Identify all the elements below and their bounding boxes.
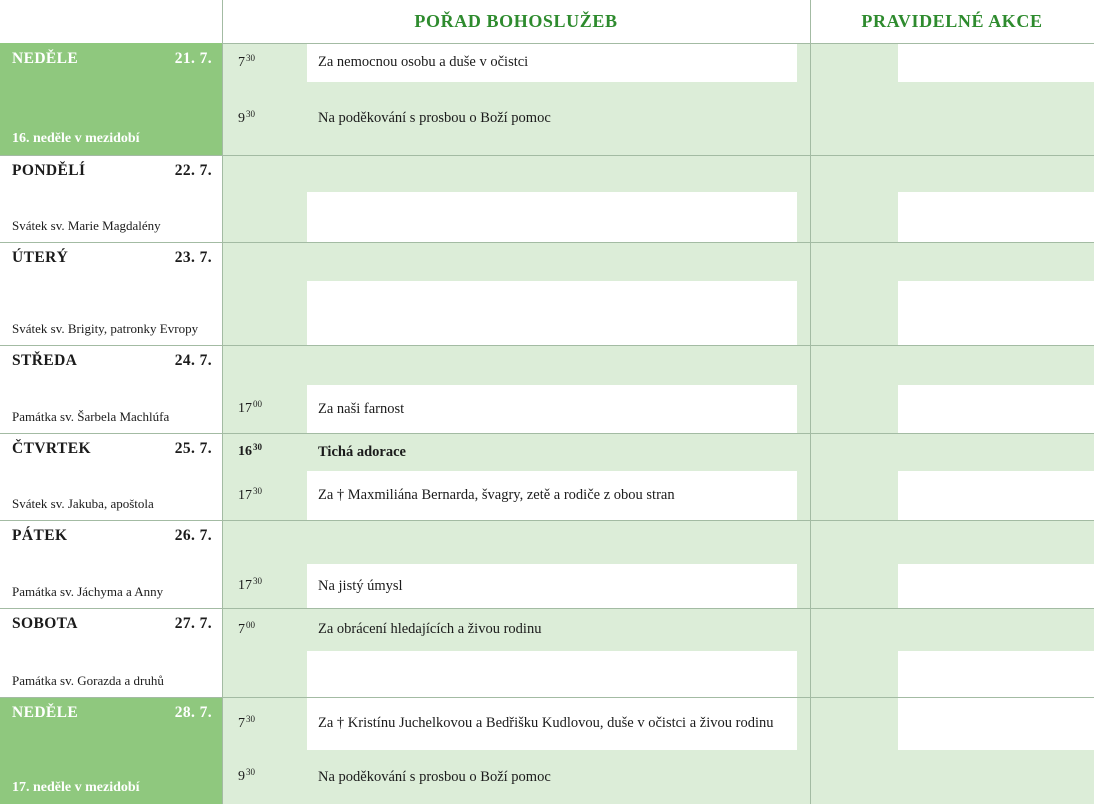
event-entry-box [898, 192, 1094, 242]
day-group [0, 433, 1094, 520]
event-time-cell [810, 82, 898, 155]
service-entry-box [307, 281, 797, 345]
horizontal-divider-line [0, 520, 1094, 521]
day-group [0, 520, 1094, 608]
service-time [222, 651, 307, 697]
event-entry-box [898, 43, 1094, 82]
service-entry-box: Na jistý úmysl [307, 564, 797, 608]
event-description-cell [898, 520, 1094, 564]
event-description-cell [898, 471, 1094, 520]
day-date: 24. 7. [174, 352, 212, 369]
event-time-cell [810, 750, 898, 804]
day-cell [0, 697, 222, 804]
service-description-cell [307, 471, 810, 520]
day-name: PÁTEK [12, 527, 68, 544]
service-time: 16 30 [222, 433, 307, 471]
service-entry-box: Za † Maxmiliána Bernarda, švagry, zetě a rodiče z obou stran [307, 471, 797, 520]
day-date: 26. 7. [174, 527, 212, 544]
event-time-cell [810, 564, 898, 608]
event-description-cell [898, 433, 1094, 471]
service-text: Na poděkování s prosbou o Boží pomoc [318, 768, 551, 785]
service-time: 17 00 [222, 385, 307, 433]
service-description-cell [307, 750, 810, 804]
day-date: 23. 7. [174, 249, 212, 266]
event-time-cell [810, 155, 898, 192]
service-time [222, 345, 307, 385]
day-name: ČTVRTEK [12, 440, 91, 457]
event-description-cell [898, 750, 1094, 804]
event-description-cell [898, 608, 1094, 651]
event-time-cell [810, 385, 898, 433]
event-description-cell [898, 651, 1094, 697]
day-subtitle: Památka sv. Jáchyma a Anny [12, 584, 164, 599]
event-entry-box [898, 281, 1094, 345]
service-time: 17 30 [222, 564, 307, 608]
service-time: 7 30 [222, 697, 307, 750]
vertical-divider-line [222, 0, 223, 804]
event-time-cell [810, 433, 898, 471]
event-entry-box [898, 385, 1094, 433]
service-time [222, 155, 307, 192]
horizontal-divider-line [0, 242, 1094, 243]
day-subtitle: 16. neděle v mezidobí [12, 131, 140, 146]
day-subtitle: Památka sv. Gorazda a druhů [12, 673, 164, 688]
day-name: STŘEDA [12, 352, 78, 369]
day-subtitle: 17. neděle v mezidobí [12, 780, 140, 795]
service-text: Za obrácení hledajících a živou rodinu [318, 621, 542, 637]
day-groups [0, 43, 1094, 804]
day-group [0, 155, 1094, 242]
service-description-cell [307, 608, 810, 651]
day-cell [0, 242, 222, 345]
day-group [0, 345, 1094, 433]
event-description-cell [898, 564, 1094, 608]
service-description-cell [307, 433, 810, 471]
service-description-cell [307, 651, 810, 697]
table-header [0, 0, 1094, 43]
service-description-cell [307, 697, 810, 750]
service-text [307, 520, 797, 564]
service-time: 17 30 [222, 471, 307, 520]
event-description-cell [898, 82, 1094, 155]
event-entry-box [898, 697, 1094, 750]
service-description-cell [307, 281, 810, 345]
service-entry-box [307, 192, 797, 242]
event-description-cell [898, 155, 1094, 192]
day-subtitle: Svátek sv. Brigity, patronky Evropy [12, 321, 199, 336]
header-empty-cell [0, 0, 222, 43]
service-text: Na poděkování s prosbou o Boží pomoc [318, 110, 551, 126]
service-entry-box: Za nemocnou osobu a duše v očistci [307, 43, 797, 82]
services-header: POŘAD BOHOSLUŽEB [414, 11, 618, 31]
service-description-cell [307, 242, 810, 281]
event-description-cell [898, 43, 1094, 82]
horizontal-divider-line [0, 697, 1094, 698]
day-group [0, 242, 1094, 345]
service-description-cell [307, 564, 810, 608]
service-time: 9 30 [222, 82, 307, 155]
day-name: SOBOTA [12, 615, 78, 632]
event-description-cell [898, 345, 1094, 385]
event-entry-box [898, 471, 1094, 520]
event-time-cell [810, 471, 898, 520]
service-time [222, 520, 307, 564]
event-time-cell [810, 242, 898, 281]
day-cell [0, 608, 222, 697]
vertical-divider-line [810, 0, 811, 804]
events-header: PRAVIDELNÉ AKCE [861, 11, 1043, 31]
service-entry-box: Za † Kristínu Juchelkovou a Bedřišku Kudlovou, duše v očistci a živou rodinu [307, 697, 797, 750]
event-time-cell [810, 281, 898, 345]
event-time-cell [810, 192, 898, 242]
event-description-cell [898, 281, 1094, 345]
day-date: 21. 7. [174, 50, 212, 67]
service-text: Tichá adorace [318, 443, 406, 460]
day-date: 25. 7. [174, 440, 212, 457]
day-name: NEDĚLE [12, 50, 79, 67]
service-description-cell [307, 345, 810, 385]
event-time-cell [810, 43, 898, 82]
service-text [307, 345, 797, 385]
day-subtitle: Památka sv. Šarbela Machlúfa [12, 409, 170, 424]
service-entry-box [307, 651, 797, 697]
day-subtitle: Svátek sv. Marie Magdalény [12, 218, 161, 233]
event-description-cell [898, 192, 1094, 242]
day-name: ÚTERÝ [12, 249, 69, 266]
horizontal-divider-line [0, 608, 1094, 609]
day-date: 22. 7. [174, 162, 212, 179]
day-name: NEDĚLE [12, 704, 79, 721]
service-time [222, 281, 307, 345]
day-cell [0, 433, 222, 520]
horizontal-divider-line [222, 43, 1094, 44]
day-cell [0, 155, 222, 242]
day-group [0, 697, 1094, 804]
event-entry-box [898, 651, 1094, 697]
event-time-cell [810, 697, 898, 750]
horizontal-divider-line [0, 433, 1094, 434]
service-time [222, 192, 307, 242]
event-time-cell [810, 651, 898, 697]
service-time [222, 242, 307, 281]
event-description-cell [898, 697, 1094, 750]
service-description-cell [307, 82, 810, 155]
service-text [307, 242, 797, 281]
day-cell [0, 43, 222, 155]
event-description-cell [898, 242, 1094, 281]
day-group [0, 608, 1094, 697]
service-entry-box: Za naši farnost [307, 385, 797, 433]
service-time: 7 30 [222, 43, 307, 82]
day-date: 28. 7. [174, 704, 212, 721]
event-time-cell [810, 520, 898, 564]
event-description-cell [898, 385, 1094, 433]
event-entry-box [898, 564, 1094, 608]
service-description-cell [307, 385, 810, 433]
horizontal-divider-line [0, 345, 1094, 346]
service-time: 7 00 [222, 608, 307, 651]
service-text [307, 155, 797, 192]
day-cell [0, 520, 222, 608]
day-date: 27. 7. [174, 615, 212, 632]
service-description-cell [307, 520, 810, 564]
service-description-cell [307, 43, 810, 82]
service-time: 9 30 [222, 750, 307, 804]
day-name: PONDĚLÍ [12, 162, 86, 179]
day-group [0, 43, 1094, 155]
day-cell [0, 345, 222, 433]
event-time-cell [810, 345, 898, 385]
service-description-cell [307, 192, 810, 242]
event-time-cell [810, 608, 898, 651]
horizontal-divider-line [0, 155, 1094, 156]
day-subtitle: Svátek sv. Jakuba, apoštola [12, 496, 154, 511]
service-description-cell [307, 155, 810, 192]
